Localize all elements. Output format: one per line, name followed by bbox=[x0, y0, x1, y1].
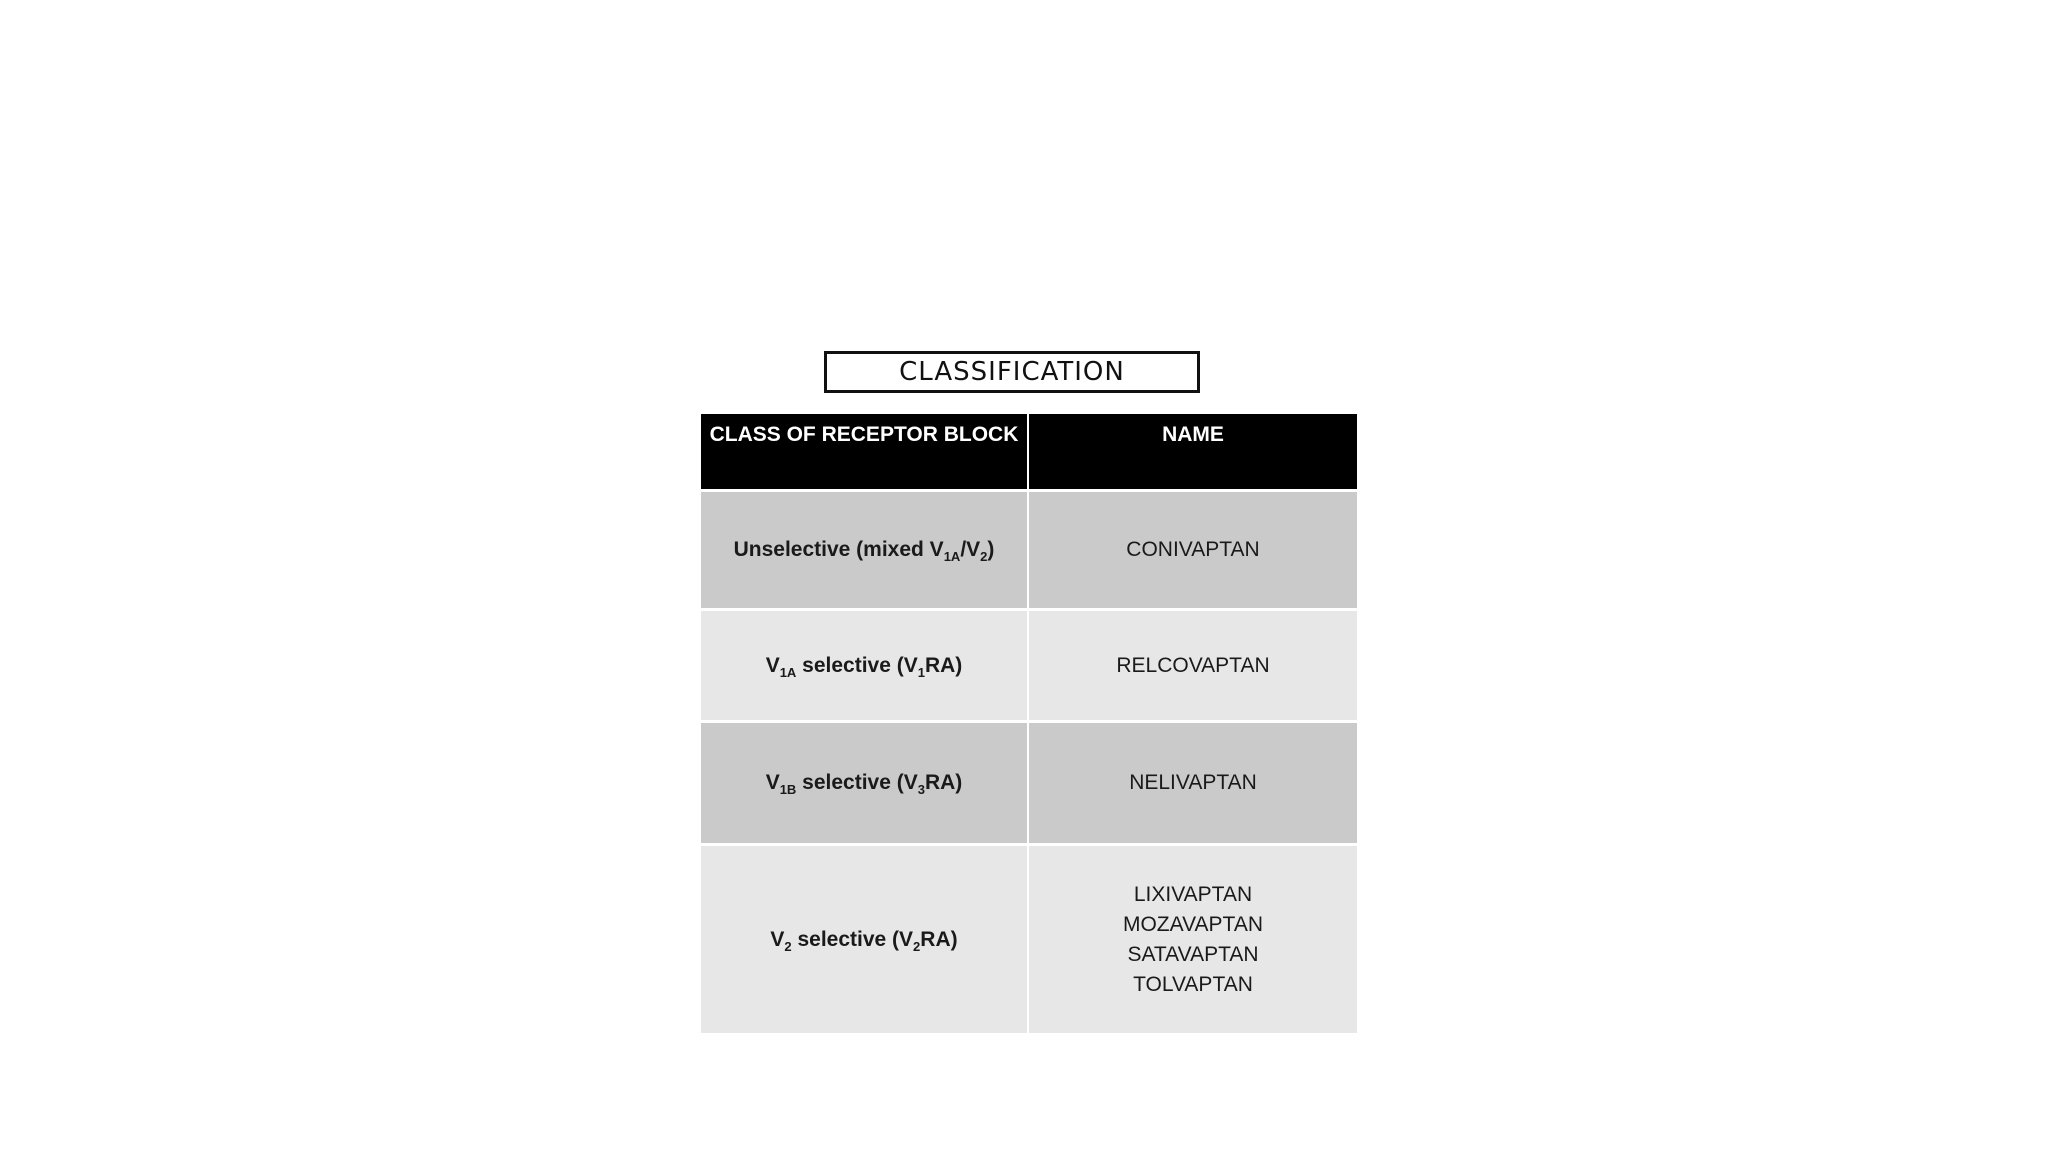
class-text-part: V bbox=[765, 653, 780, 677]
drug-name: TOLVAPTAN bbox=[1133, 972, 1253, 996]
class-text-part: /V bbox=[960, 538, 981, 561]
drug-name: CONIVAPTAN bbox=[1126, 538, 1260, 561]
class-text-part: Unselective (mixed V bbox=[733, 538, 944, 561]
class-text-part: selective (V bbox=[796, 653, 918, 677]
class-text-part: selective (V bbox=[791, 927, 914, 951]
drug-name-list bbox=[1116, 654, 1269, 678]
header-class-of-receptor-block: CLASS OF RECEPTOR BLOCK bbox=[701, 414, 1029, 489]
class-text bbox=[766, 771, 963, 795]
class-subscript: 2 bbox=[784, 938, 792, 954]
class-text bbox=[734, 538, 995, 562]
class-text bbox=[770, 928, 957, 952]
slide-title: CLASSIFICATION bbox=[899, 357, 1125, 387]
class-cell bbox=[701, 611, 1029, 720]
class-text-part: RA) bbox=[924, 653, 963, 677]
drug-name: MOZAVAPTAN bbox=[1122, 912, 1263, 936]
classification-table bbox=[701, 414, 1357, 1033]
header-name: NAME bbox=[1029, 414, 1357, 489]
drug-name-list bbox=[1129, 771, 1257, 795]
class-subscript: 3 bbox=[917, 782, 925, 797]
class-text-part: selective (V bbox=[796, 771, 918, 794]
class-text-part: RA) bbox=[924, 771, 963, 794]
class-subscript: 1A bbox=[943, 549, 961, 564]
class-cell bbox=[701, 846, 1029, 1033]
name-cell bbox=[1029, 723, 1357, 843]
class-subscript: 1B bbox=[779, 782, 797, 797]
table-header-row bbox=[701, 414, 1357, 489]
class-subscript: 1 bbox=[917, 664, 925, 680]
class-subscript: 1A bbox=[779, 664, 797, 680]
table-row bbox=[701, 720, 1357, 843]
class-subscript: 2 bbox=[913, 938, 921, 954]
class-subscript: 2 bbox=[980, 549, 988, 564]
drug-name: NELIVAPTAN bbox=[1129, 771, 1257, 794]
table-row bbox=[701, 608, 1357, 720]
class-text-part: ) bbox=[987, 538, 995, 561]
drug-name: RELCOVAPTAN bbox=[1116, 653, 1270, 677]
class-cell bbox=[701, 492, 1029, 608]
table-row bbox=[701, 843, 1357, 1033]
class-text bbox=[766, 654, 963, 678]
class-cell bbox=[701, 723, 1029, 843]
name-cell bbox=[1029, 846, 1357, 1033]
name-cell bbox=[1029, 492, 1357, 608]
drug-name: SATAVAPTAN bbox=[1127, 942, 1259, 966]
drug-name: LIXIVAPTAN bbox=[1133, 882, 1253, 906]
class-text-part: V bbox=[765, 771, 780, 794]
class-text-part: V bbox=[770, 927, 785, 951]
table-row bbox=[701, 489, 1357, 608]
name-cell bbox=[1029, 611, 1357, 720]
class-text-part: RA) bbox=[920, 927, 958, 951]
classification-title-box bbox=[824, 351, 1200, 393]
drug-name-list bbox=[1126, 538, 1259, 562]
drug-name-list bbox=[1123, 883, 1263, 997]
